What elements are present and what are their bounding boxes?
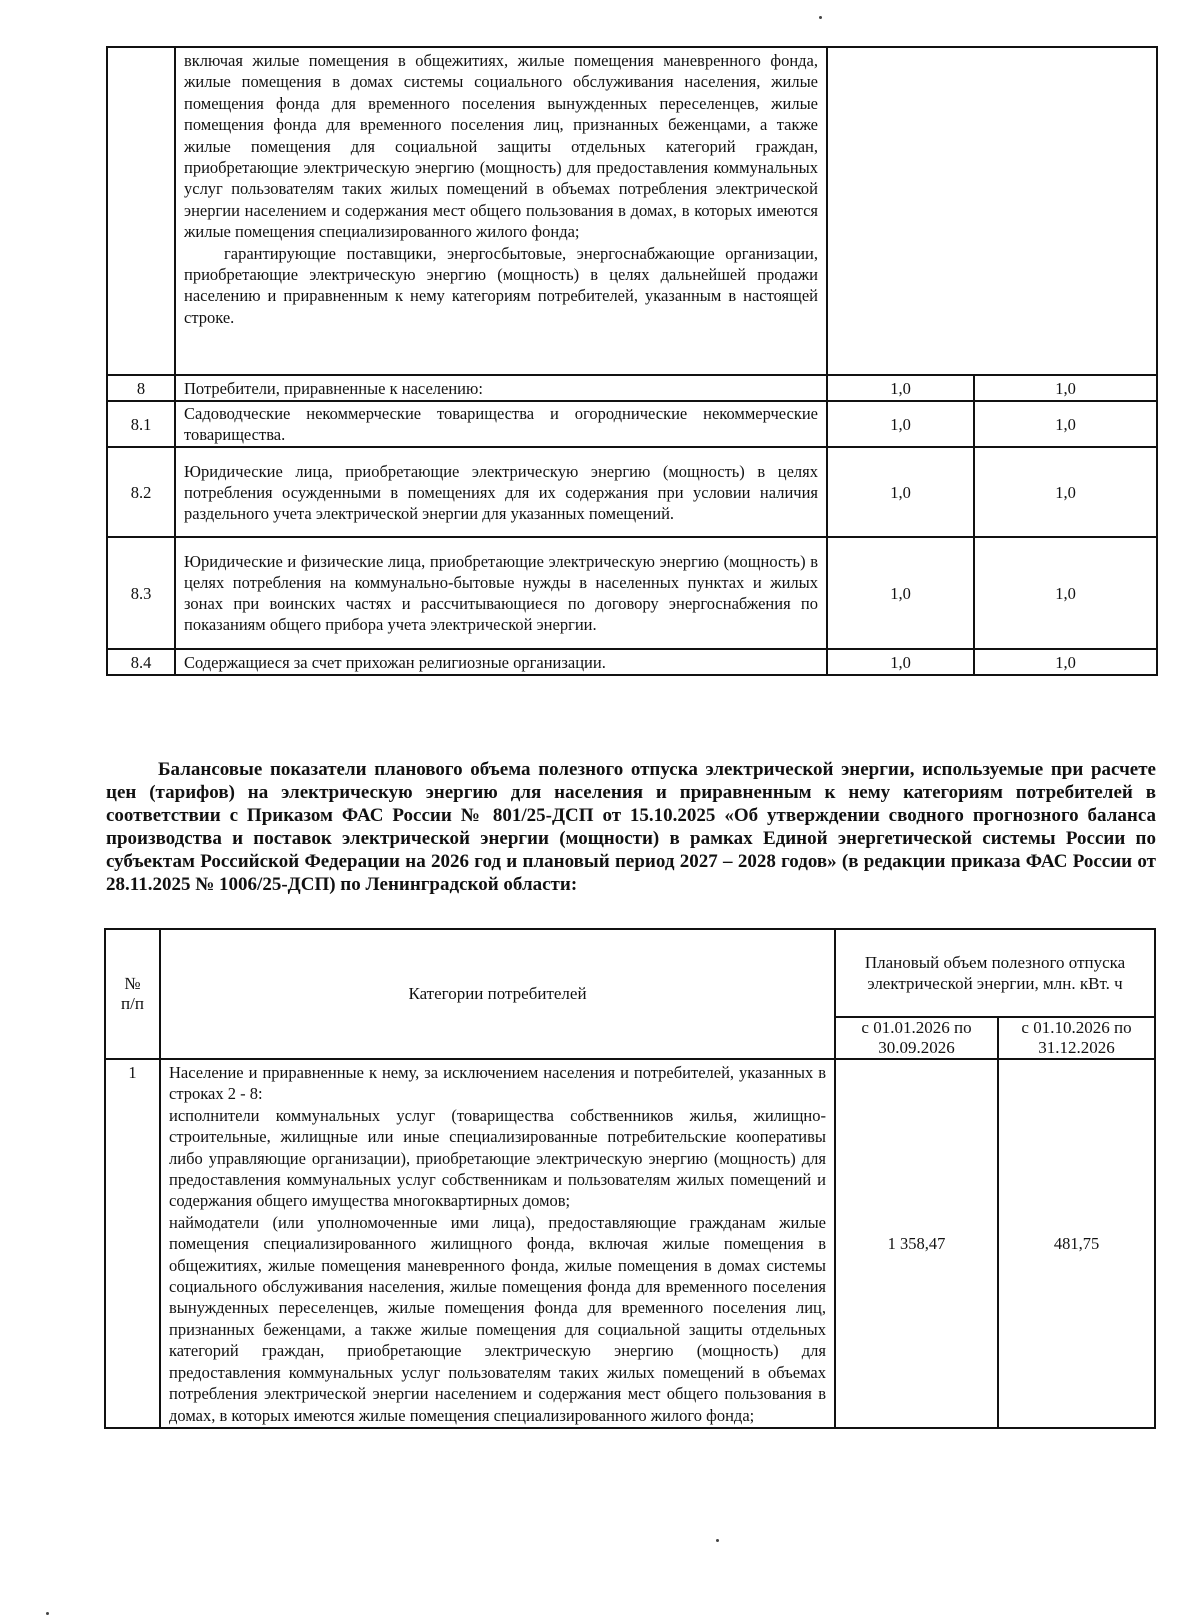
planned-volume-value: 481,75 <box>998 1059 1155 1428</box>
table-row <box>105 1059 1155 1428</box>
category-cell <box>175 47 827 375</box>
header-number: № п/п <box>105 929 160 1059</box>
table-row <box>107 47 1157 375</box>
tariff-coefficients-table <box>106 46 1158 676</box>
value-cell <box>827 47 974 375</box>
row-number: 8.3 <box>107 537 175 649</box>
scan-speck <box>716 1539 719 1542</box>
table-header-row <box>105 929 1155 1017</box>
coefficient-value: 1,0 <box>827 401 974 447</box>
category-text: наймодатели (или уполномоченные ими лица), предоставляющие гражданам жилые помещения специализированного жилищного фонда, включая жилые помещения в общежитиях, жилые помещения маневренного фонда, жилые помещения в домах системы социального обслуживания населения, жилые помещения фонда для временного поселения вынужденных переселенцев, жилые помещения фонда для временного поселения лиц, признанных беженцами, а также жилые помещения для социальной защиты отдельных категорий граждан, приобретающие электрическую энергию (мощность) для предоставления коммунальных услуг пользователям таких жилых помещений в объемах потребления электрической энергии населением и содержания мест общего пользования в домах, в которых имеются жилые помещения специализированного жилого фонда; <box>169 1212 826 1425</box>
category-text: Содержащиеся за счет прихожан религиозные организации. <box>175 649 827 675</box>
table-row <box>107 401 1157 447</box>
category-text: Юридические и физические лица, приобретающие электрическую энергию (мощность) в целях потребления на коммунально-бытовые нужды в населенных пунктах и жилых зонах при воинских частях и рассчитывающиеся по договору энергоснабжения по показаниям общего прибора учета электрической энергии. <box>175 537 827 649</box>
table-row <box>107 649 1157 675</box>
row-number: 8.2 <box>107 447 175 537</box>
planned-volume-table <box>104 928 1156 1429</box>
header-category: Категории потребителей <box>160 929 835 1059</box>
table-row <box>107 375 1157 401</box>
row-number: 1 <box>105 1059 160 1428</box>
table-row <box>107 447 1157 537</box>
header-planned-volume: Плановый объем полезного отпуска электрической энергии, млн. кВт. ч <box>835 929 1155 1017</box>
scan-speck <box>819 16 822 19</box>
coefficient-value: 1,0 <box>974 401 1157 447</box>
table-row <box>107 537 1157 649</box>
coefficient-value: 1,0 <box>974 537 1157 649</box>
value-cell <box>974 47 1157 375</box>
category-text: исполнители коммунальных услуг (товарищества собственников жилья, жилищно-строительные, жилищные или иные специализированные потребительские кооперативы либо управляющие организации), приобретающие электрическую энергию (мощность) для предоставления коммунальных услуг собственникам и пользователям жилых помещений и содержания общего имущества многоквартирных домов; <box>169 1105 826 1211</box>
coefficient-value: 1,0 <box>827 447 974 537</box>
planned-volume-value: 1 358,47 <box>835 1059 998 1428</box>
category-text: Юридические лица, приобретающие электрическую энергию (мощность) в целях потребления осужденными в помещениях для их содержания при условии наличия раздельного учета электрической энергии для указанных помещений. <box>175 447 827 537</box>
category-text: Потребители, приравненные к населению: <box>175 375 827 401</box>
scan-speck <box>46 1612 49 1615</box>
coefficient-value: 1,0 <box>827 649 974 675</box>
header-period-2: с 01.10.2026 по 31.12.2026 <box>998 1017 1155 1059</box>
coefficient-value: 1,0 <box>974 447 1157 537</box>
coefficient-value: 1,0 <box>974 375 1157 401</box>
paragraph-text: Балансовые показатели планового объема полезного отпуска электрической энергии, используемые при расчете цен (тарифов) на электрическую энергию для населения и приравненным к нему категориям потребителей в соответствии с Приказом ФАС России № 801/25-ДСП от 15.10.2025 «Об утверждении сводного прогнозного баланса производства и поставок электрической энергии (мощности) в рамках Единой энергетической системы России по субъектам Российской Федерации на 2026 год и плановый период 2027 – 2028 годов» (в редакции приказа ФАС России от 28.11.2025 № 1006/25-ДСП) по Ленинградской области: <box>106 759 1156 895</box>
row-number: 8.4 <box>107 649 175 675</box>
continuation-text-1: включая жилые помещения в общежитиях, жилые помещения маневренного фонда, жилые помещения в домах системы социального обслуживания населения, жилые помещения фонда для временного поселения вынужденных переселенцев, жилые помещения фонда для временного поселения лиц, признанных беженцами, а также жилые помещения для социальной защиты отдельных категорий граждан, приобретающие электрическую энергию (мощность) для предоставления коммунальных услуг пользователям таких жилых помещений в объемах потребления электрической энергии населением и содержания мест общего пользования в домах, в которых имеются жилые помещения специализированного жилого фонда; <box>184 51 818 242</box>
category-text: Садоводческие некоммерческие товарищества и огороднические некоммерческие товарищества. <box>175 401 827 447</box>
coefficient-value: 1,0 <box>974 649 1157 675</box>
balance-indicators-paragraph <box>106 758 1156 896</box>
row-number: 8 <box>107 375 175 401</box>
header-period-1: с 01.01.2026 по 30.09.2026 <box>835 1017 998 1059</box>
row-number: 8.1 <box>107 401 175 447</box>
category-cell <box>160 1059 835 1428</box>
coefficient-value: 1,0 <box>827 375 974 401</box>
category-text: Население и приравненные к нему, за исключением населения и потребителей, указанных в строках 2 - 8: <box>169 1063 826 1104</box>
continuation-text-2: гарантирующие поставщики, энергосбытовые, энергоснабжающие организации, приобретающие электрическую энергию (мощность) в целях дальнейшей продажи населению и приравненным к нему категориям потребителей, указанным в настоящей строке. <box>184 243 818 327</box>
coefficient-value: 1,0 <box>827 537 974 649</box>
row-number-cell <box>107 47 175 375</box>
